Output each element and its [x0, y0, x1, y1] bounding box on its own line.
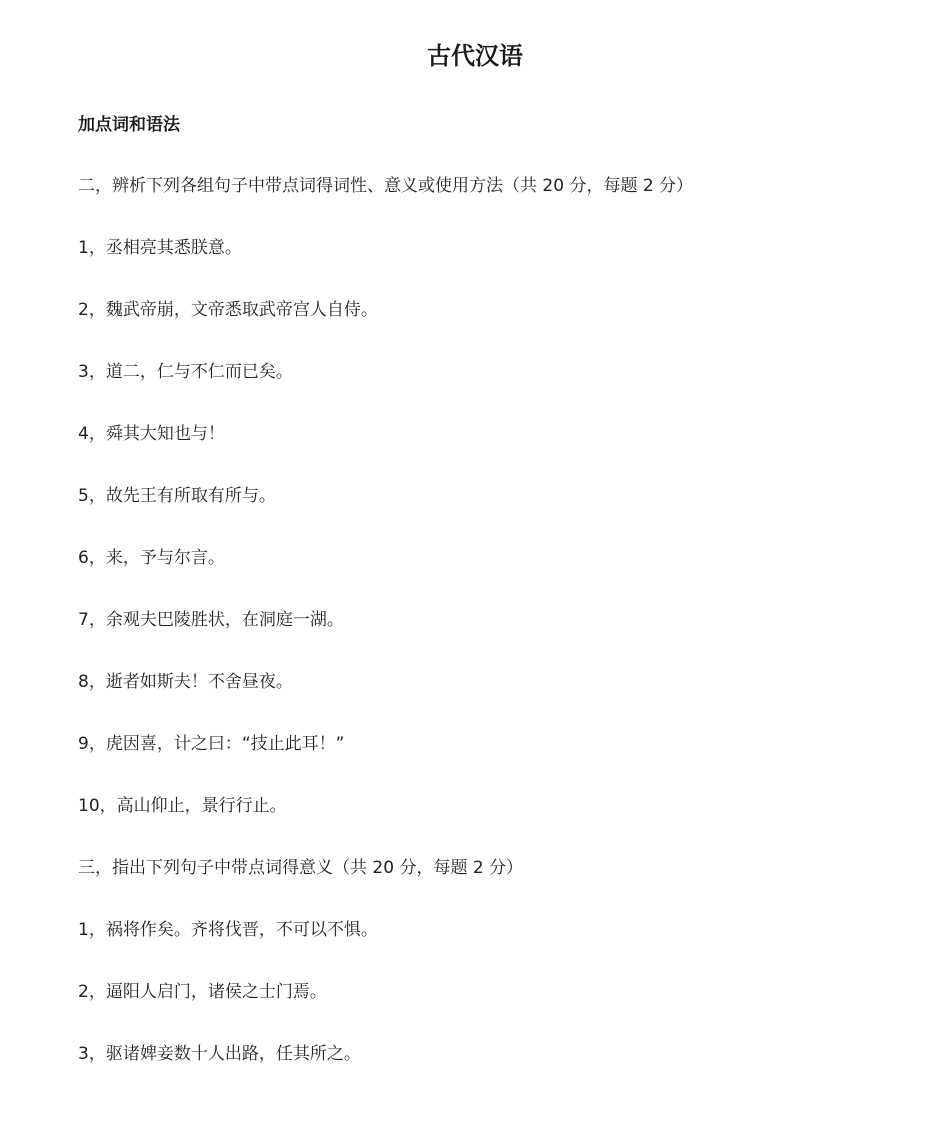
section-instruction: 二，辨析下列各组句子中带点词得词性、意义或使用方法（共 20 分，每题 2 分） — [78, 176, 694, 196]
question-line: 3，道二，仁与不仁而已矣。 — [78, 362, 293, 382]
question-line: 1，祸将作矣。齐将伐晋，不可以不惧。 — [78, 920, 378, 940]
question-line: 3，驱诸婢妾数十人出路，任其所之。 — [78, 1044, 361, 1064]
question-line: 9，虎因喜，计之曰：“技止此耳！” — [78, 734, 345, 754]
question-line: 7，余观夫巴陵胜状，在洞庭一湖。 — [78, 610, 344, 630]
question-line: 1，丞相亮其悉朕意。 — [78, 238, 242, 258]
question-line: 8，逝者如斯夫！不舍昼夜。 — [78, 672, 293, 692]
question-line: 2，逼阳人启门，诸侯之士门焉。 — [78, 982, 327, 1002]
section-heading: 加点词和语法 — [78, 115, 180, 135]
question-line: 5，故先王有所取有所与。 — [78, 486, 276, 506]
question-line: 2，魏武帝崩，文帝悉取武帝宫人自侍。 — [78, 300, 378, 320]
page-title: 古代汉语 — [427, 42, 523, 70]
question-list — [78, 173, 693, 1103]
question-line: 4，舜其大知也与！ — [78, 424, 225, 444]
section-instruction: 三，指出下列句子中带点词得意义（共 20 分，每题 2 分） — [78, 858, 524, 878]
question-line: 6，来，予与尔言。 — [78, 548, 225, 568]
question-line: 10，高山仰止，景行行止。 — [78, 796, 287, 816]
